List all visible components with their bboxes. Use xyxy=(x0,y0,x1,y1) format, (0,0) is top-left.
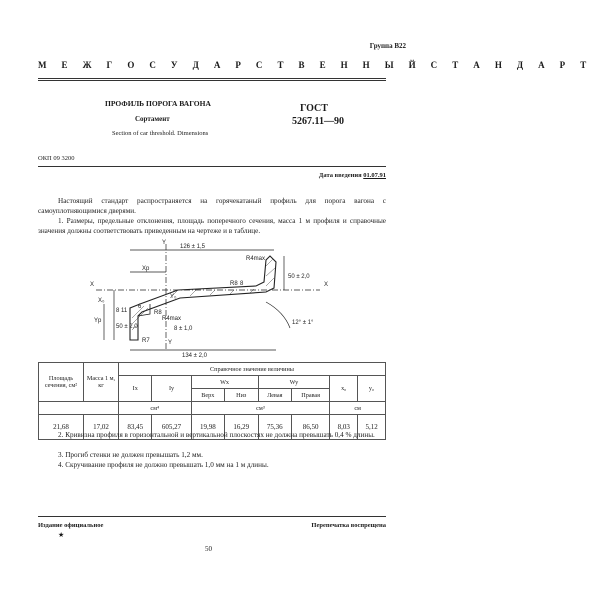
th-mass: Масса 1 м, кг xyxy=(84,363,119,402)
th-ix: Ix xyxy=(119,376,152,402)
dim-angle-label: 12° ± 1° xyxy=(292,320,314,326)
cell-wx-top: 19,98 xyxy=(191,415,224,440)
effective-date xyxy=(319,172,386,179)
dim-r4b-label: R4max xyxy=(162,316,182,322)
th-y0: y₀ xyxy=(358,376,386,402)
intro-paragraph: Настоящий стандарт распространяется на горячекатаный профиль для порога вагона с самоуплотняющимися дверями. xyxy=(38,197,386,215)
cell-wx-bottom: 16,29 xyxy=(225,415,258,440)
cell-x0: 8,03 xyxy=(330,415,358,440)
item-1: 1. Размеры, предельные отклонения, площадь поперечного сечения, масса 1 м профиля и справочные значения должны соответствовать приведенным на чертеже и в таблице. xyxy=(38,217,386,235)
reprint-notice: Перепечатка воспрещена xyxy=(311,522,386,529)
cell-y0: 5,12 xyxy=(358,415,386,440)
dim-r8b-label: R8 xyxy=(154,310,162,316)
item-3: 3. Прогиб стенки не должен превышать 1,2 мм. xyxy=(58,451,203,459)
th-wy: Wy xyxy=(258,376,330,389)
cell-area: 21,68 xyxy=(39,415,84,440)
axis-y0-label: Y₀ xyxy=(170,294,177,300)
cell-mass: 17,02 xyxy=(84,415,119,440)
dim-b21-label: 8 11 xyxy=(116,308,128,314)
dim-web-label: 8 ± 1,0 xyxy=(174,326,193,332)
th-x0: x₀ xyxy=(330,376,358,402)
th-units-empty xyxy=(39,402,119,415)
hatching xyxy=(132,259,275,330)
th-right: Правая xyxy=(291,389,329,402)
document-title: ПРОФИЛЬ ПОРОГА ВАГОНА xyxy=(105,99,211,108)
item-2: 2. Кривизна профиля в горизонтальной и вертикальной плоскостях не должна превышать 0,4 % длины. xyxy=(58,431,375,439)
page-number: 50 xyxy=(205,545,212,553)
cell-ix: 83,45 xyxy=(119,415,152,440)
dim-yp-label: Yр xyxy=(94,318,102,324)
axis-y-label: Y xyxy=(162,240,167,246)
okp-code: ОКП 09 3200 xyxy=(38,155,75,162)
th-bottom: Низ xyxy=(225,389,258,402)
dim-r4-label: R4max xyxy=(246,256,266,262)
th-iy: Iy xyxy=(152,376,191,402)
cell-wy-right: 86,50 xyxy=(291,415,329,440)
gost-number: 5267.11—90 xyxy=(292,116,344,127)
dim-left-label: 50 ± 2,0 xyxy=(116,324,138,330)
group-code: Группа В22 xyxy=(369,42,406,50)
axis-x0-label: X₀ xyxy=(98,298,105,304)
dim-top-label: 126 ± 1,5 xyxy=(180,244,205,250)
th-top: Верх xyxy=(191,389,224,402)
th-ref: Справочное значение величины xyxy=(119,363,386,376)
th-left: Левая xyxy=(258,389,291,402)
header-rule xyxy=(38,78,386,79)
item-4: 4. Скручивание профиля не должно превышать 1,0 мм на 1 м длины. xyxy=(58,461,269,469)
okp-rule xyxy=(38,166,386,167)
properties-table xyxy=(38,362,386,440)
gost-label: ГОСТ xyxy=(300,103,328,114)
dim-right-label: 50 ± 2,0 xyxy=(288,274,310,280)
cell-iy: 605,27 xyxy=(152,415,191,440)
th-cm4: см⁴ xyxy=(119,402,192,415)
star-icon: ★ xyxy=(58,531,65,539)
header-rule-2 xyxy=(38,80,386,81)
standard-banner: М Е Ж Г О С У Д А Р С Т В Е Н Н Ы Й С Т А Н Д А Р Т xyxy=(38,60,593,70)
dim-r7-label: R7 xyxy=(142,338,150,344)
english-title: Section of car threshold. Dimensions xyxy=(112,130,209,137)
axis-x-label-right: X xyxy=(324,282,329,288)
dim-bottom-label: 134 ± 2,0 xyxy=(182,353,207,359)
footer-rule xyxy=(38,516,386,517)
dim-b13-label: 8 xyxy=(240,281,244,287)
angle-arc xyxy=(266,302,290,328)
th-cm: см xyxy=(330,402,386,415)
th-cm3: см³ xyxy=(191,402,330,415)
th-area: Площадь сечения, см² xyxy=(39,363,84,402)
profile-drawing xyxy=(70,238,370,358)
official-edition: Издание официальное xyxy=(38,522,104,529)
dim-b6-label: 6 xyxy=(138,304,142,310)
dim-xp-label: Xр xyxy=(142,266,150,272)
cell-wy-left: 75,36 xyxy=(258,415,291,440)
date-label: Дата введения xyxy=(318,172,362,179)
profile-outline xyxy=(130,256,276,340)
date-value: 01.07.91 xyxy=(363,172,386,179)
dim-r8-label: R8 xyxy=(230,281,238,287)
document-subtitle: Сортамент xyxy=(135,115,170,123)
axis-y-label-bottom: Y xyxy=(168,340,173,346)
th-wx: Wx xyxy=(191,376,258,389)
axis-x-label: X xyxy=(90,282,95,288)
